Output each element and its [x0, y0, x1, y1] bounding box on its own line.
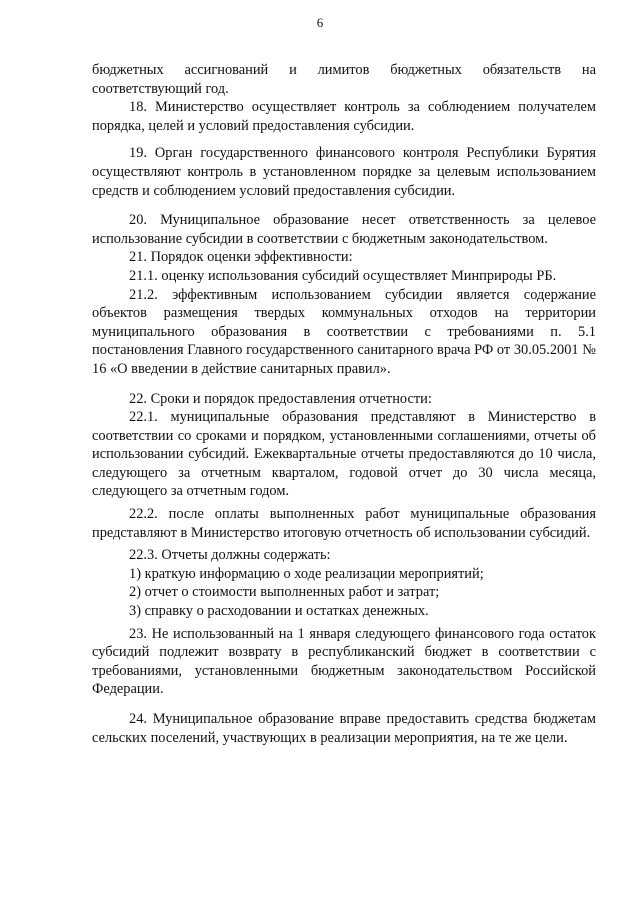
paragraph-22-3: 22.3. Отчеты должны содержать:	[129, 547, 331, 564]
paragraph-21-2: 21.2. эффективным использованием субсидии является содержание объектов размещения твердых коммунальных отходов на территории муниципального образования в соответствии с требованиями п. 5.1 постановления Главного государственного санитарного врача РФ от 30.05.2001 № 16 «О введении в действие санитарных правил».	[92, 286, 596, 377]
document-body	[92, 61, 596, 747]
paragraph-24: 24. Муниципальное образование вправе предоставить средства бюджетам сельских поселений, участвующих в реализации мероприятия, на те же цели.	[92, 711, 596, 746]
list-item-1: 1) краткую информацию о ходе реализации мероприятий;	[129, 565, 484, 582]
paragraph-18: 18. Министерство осуществляет контроль за соблюдением получателем порядка, целей и условий предоставления субсидии.	[92, 99, 596, 134]
page-number: 6	[316, 15, 324, 30]
paragraph-22-2: 22.2. после оплаты выполненных работ муниципальные образования представляют в Министерство итоговую отчетность об использовании субсидий.	[92, 506, 596, 541]
paragraph-20: 20. Муниципальное образование несет ответственность за целевое использование субсидии в соответствии с бюджетным законодательством.	[92, 212, 596, 247]
paragraph-22: 22. Сроки и порядок предоставления отчетности:	[129, 390, 432, 407]
paragraph-21: 21. Порядок оценки эффективности:	[129, 249, 353, 266]
paragraph-19: 19. Орган государственного финансового контроля Республики Бурятия осуществляют контроль в установленном порядке за целевым использованием средств и соблюдением условий предоставления субсидии.	[92, 145, 596, 199]
list-item-2: 2) отчет о стоимости выполненных работ и затрат;	[129, 584, 440, 601]
paragraph-22-1: 22.1. муниципальные образования представляют в Министерство в соответствии со сроками и порядком, установленными соглашениями, отчеты об использовании субсидий. Ежеквартальные отчеты предоставляются до 10 числа, следующего за отчетным кварталом, годовой отчет до 30 числа месяца, следующего за отчетным годом.	[92, 409, 596, 500]
paragraph-21-1: 21.1. оценку использования субсидий осуществляет Минприроды РБ.	[129, 267, 557, 284]
paragraph-budget-continuation: бюджетных ассигнований и лимитов бюджетных обязательств на соответствующий год.	[92, 62, 596, 97]
list-item-3: 3) справку о расходовании и остатках денежных.	[129, 603, 429, 620]
paragraph-23: 23. Не использованный на 1 января следующего финансового года остаток субсидий подлежит возврату в республиканский бюджет в соответствии с требованиями, установленными бюджетным законодательством Российской Федерации.	[92, 625, 596, 698]
